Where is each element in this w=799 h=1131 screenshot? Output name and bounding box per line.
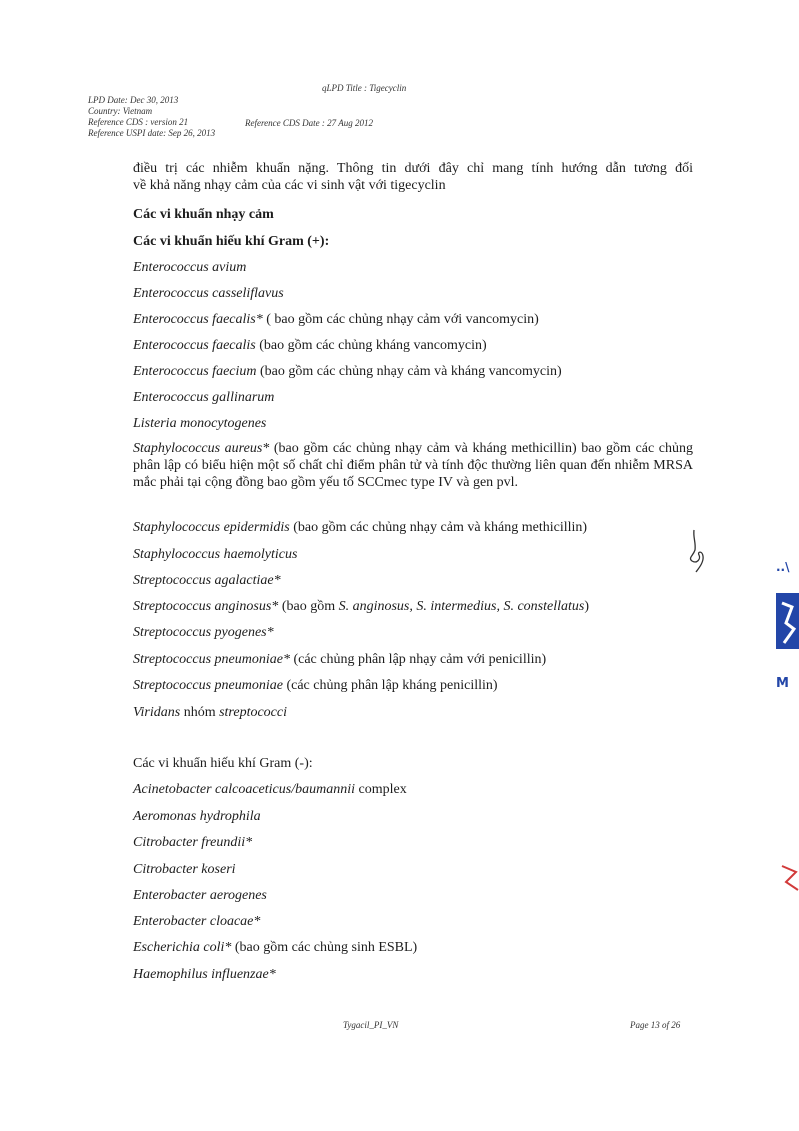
lpd-date: LPD Date: Dec 30, 2013 bbox=[88, 95, 179, 105]
gram-positive-heading: Các vi khuẩn hiếu khí Gram (+): bbox=[133, 234, 330, 249]
list-item: Aeromonas hydrophila bbox=[133, 809, 261, 824]
list-item: Streptococcus anginosus* (bao gồm S. anginosus, S. intermedius, S. constellatus) bbox=[133, 599, 590, 614]
list-item: Streptococcus pneumoniae* (các chủng phân lập nhạy cảm với penicillin) bbox=[133, 652, 547, 667]
reference-uspi-date: Reference USPI date: Sep 26, 2013 bbox=[88, 128, 216, 138]
list-item: Enterobacter aerogenes bbox=[133, 888, 267, 903]
stamp-fragment-icon bbox=[762, 545, 799, 695]
list-item: Enterococcus avium bbox=[133, 260, 247, 275]
intro-line-1: điều trị các nhiễm khuẩn nặng. Thông tin dưới đây chỉ mang tính hướng dẫn tương đối bbox=[133, 161, 693, 176]
list-item: Listeria monocytogenes bbox=[133, 416, 267, 431]
footer-page-number: Page 13 of 26 bbox=[630, 1020, 681, 1030]
handwritten-initial-icon bbox=[684, 528, 710, 576]
list-item: Staphylococcus epidermidis (bao gồm các chủng nhạy cảm và kháng methicillin) bbox=[133, 520, 588, 535]
list-item-paragraph: Staphylococcus aureus* (bao gồm các chủng nhạy cảm và kháng methicillin) bao gồm các chủng phân lập có biểu hiện một số chất chỉ điểm phân tử và tính độc thường liên quan đến nhiễm MRSA mắc phải tại cộng đồng bao gồm yếu tố SCCmec type IV và gen pvl. bbox=[133, 441, 693, 490]
list-item: Streptococcus pyogenes* bbox=[133, 625, 274, 640]
header-title: qLPD Title : Tigecyclin bbox=[322, 83, 407, 93]
list-item: Enterococcus faecalis* ( bao gồm các chủng nhạy cảm với vancomycin) bbox=[133, 312, 539, 327]
list-item: Citrobacter freundii* bbox=[133, 835, 253, 850]
list-item: Streptococcus agalactiae* bbox=[133, 573, 281, 588]
list-item: Enterobacter cloacae* bbox=[133, 914, 261, 929]
svg-text:..\: ..\ bbox=[776, 560, 790, 574]
gram-negative-heading: Các vi khuẩn hiếu khí Gram (-): bbox=[133, 756, 313, 771]
section-heading-susceptible: Các vi khuẩn nhạy cảm bbox=[133, 207, 274, 222]
header-meta bbox=[88, 95, 215, 139]
list-item: Escherichia coli* (bao gồm các chủng sinh ESBL) bbox=[133, 940, 418, 955]
country: Country: Vietnam bbox=[88, 106, 153, 116]
list-item: Haemophilus influenzae* bbox=[133, 967, 276, 982]
list-item: Enterococcus faecalis (bao gồm các chủng kháng vancomycin) bbox=[133, 338, 487, 353]
intro-paragraph bbox=[133, 160, 693, 194]
list-item: Staphylococcus haemolyticus bbox=[133, 547, 298, 562]
intro-line-2: về khả năng nhạy cảm của các vi sinh vật với tigecyclin bbox=[133, 178, 446, 193]
reference-cds-date: Reference CDS Date : 27 Aug 2012 bbox=[245, 118, 373, 128]
list-item: Enterococcus faecium (bao gồm các chủng nhạy cảm và kháng vancomycin) bbox=[133, 364, 562, 379]
reference-cds: Reference CDS : version 21 bbox=[88, 117, 189, 127]
footer-document-name: Tygacil_PI_VN bbox=[343, 1020, 399, 1030]
svg-text:M: M bbox=[776, 676, 789, 691]
list-item: Enterococcus casseliflavus bbox=[133, 286, 284, 301]
list-item: Streptococcus pneumoniae (các chủng phân lập kháng penicillin) bbox=[133, 678, 498, 693]
list-item: Viridans nhóm streptococci bbox=[133, 705, 287, 720]
list-item: Citrobacter koseri bbox=[133, 862, 236, 877]
list-item: Enterococcus gallinarum bbox=[133, 390, 275, 405]
red-stamp-fragment-icon bbox=[778, 860, 799, 900]
list-item: Acinetobacter calcoaceticus/baumannii complex bbox=[133, 782, 407, 797]
